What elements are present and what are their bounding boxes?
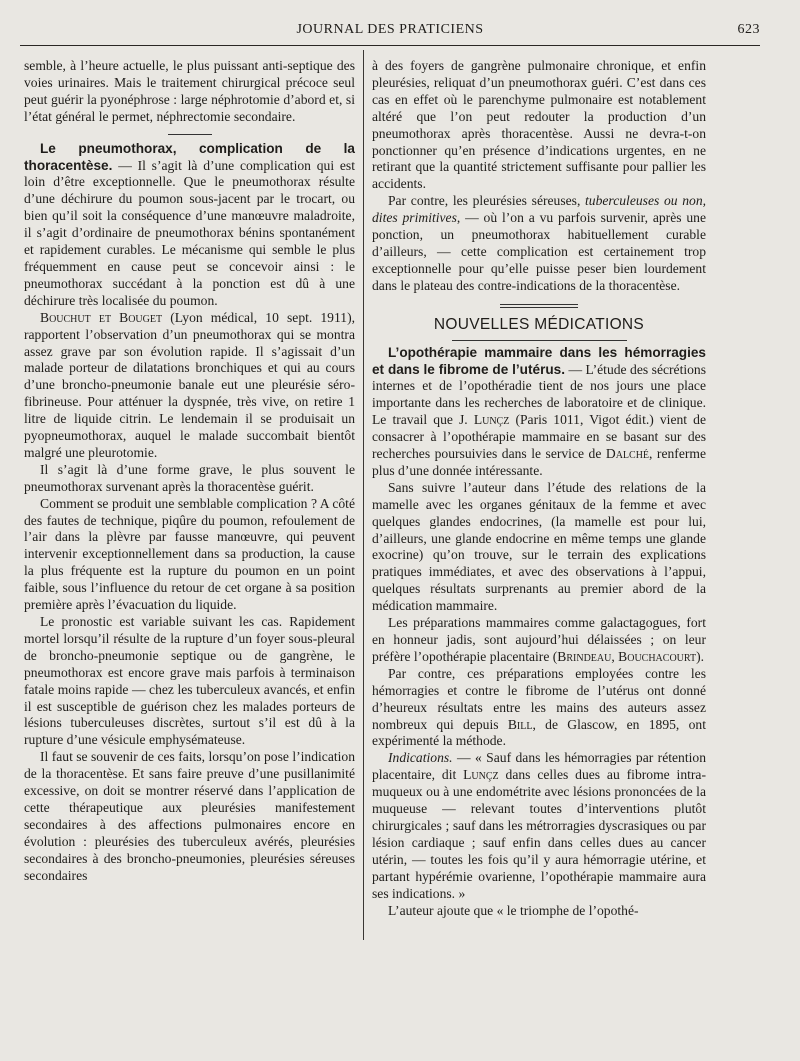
section-title-rule: [452, 340, 627, 341]
paragraph-pneumothorax-intro: [24, 141, 355, 310]
author-name: Bill: [507, 716, 533, 732]
paragraph-text: (Paris 1011, Vigot édit.) vient de consacrer à l’opothérapie mammaire en se basant sur des recherches poursuivies dans le service de: [372, 412, 706, 462]
author-name: Dalché: [605, 446, 650, 462]
right-column: [372, 58, 706, 919]
journal-title: JOURNAL DES PRATICIENS: [296, 22, 484, 37]
paragraph-mechanism: Comment se produit une semblable complication ? A côté des fautes de technique, piqûre du poumon, refoulement de l’air dans la plèvre par fausse manœuvre, qui peuvent intervenir exceptionnellement dans sa production, la cause la plus fréquente est la rupture du poumon en un point faible, sous l’influence du retour de cet organe à sa position première après l’évacuation du liquide.: [24, 495, 355, 613]
paragraph-text: rapportent l’observation d’un pneumothorax qui se montra assez grave par son évolution rapide. Il s’agissait d’un malade porteur de dilatations bronchiques et qui au cours d’une broncho-pneumonie banale eut une pleurésie séro-fibrineuse. Pour atténuer la dyspnée, très vive, on retire 1 litre de liquide citrin. Le lendemain il se produisait un pyopneumothorax, auquel le malade succombait bientôt malgré une pleurotomie.: [24, 326, 355, 460]
page-number: 623: [737, 22, 760, 37]
paragraph-mamelle-relations: Sans suivre l’auteur dans l’étude des relations de la mamelle avec les organes génitaux de la femme et avec quelques glandes endocrines, (la mamelle est pour lui, d’ailleurs, une glande endocrine en même temps une glande exocrine) qu’on trouve, sur le terrain des explications pratiques immédiates, et avec des observations à l’appui, quelques résultats surprenants au premier abord de la médication mammaire.: [372, 479, 706, 614]
paragraph-prognosis: Le pronostic est variable suivant les cas. Rapidement mortel lorsqu’il résulte de la rupture d’un foyer sous-pleural de broncho-pneumonie septique ou de gangrène, le pneumothorax est encore grave mais parfois à terminaison fatale moins rapide — chez les tuberculeux avancés, et enfin il est susceptible de guérison chez les malades porteurs de lésions tuberculeuses discrètes, surtout s’il est dû à la rupture d’une vésicule emphysémateuse.: [24, 614, 355, 748]
italic-phrase: tuberculeuses ou non, dites primitives: [372, 193, 707, 226]
paragraph-grave-form: Il s’agit là d’une forme grave, le plus souvent le pneumothorax survenant après la thoracentèse guérit.: [24, 461, 355, 494]
paragraph-text: Par contre, ces préparations employées contre les hémorragies et contre le fibrome de l’utérus ont donné d’heureux résultats entre les mains des auteurs assez nombreux qui depuis: [372, 665, 706, 732]
header-rule: [20, 45, 760, 46]
reference-text: (Lyon médical, 10 sept. 1911),: [162, 309, 355, 325]
article-title-opotherapy: L’opothérapie mammaire dans les hémorragies et dans le fibrome de l’utérus.: [372, 344, 706, 377]
column-divider: [363, 50, 364, 940]
running-header: [20, 22, 760, 42]
paragraph-indications-quote: [372, 750, 706, 902]
author-name: Lunçz: [473, 412, 510, 428]
author-names: Brindeau, Bouchacourt: [557, 648, 697, 664]
article-title-pneumothorax: Le pneumothorax, complication de la thoracentèse.: [24, 140, 355, 173]
section-double-rule: [500, 304, 578, 308]
paragraph-text: — « Sauf dans les hémorragies par rétention placentaire, dit: [372, 750, 706, 783]
paragraph-indications: Il faut se souvenir de ces faits, lorsqu’on pose l’indication de la thoracentèse. Et sans faire preuve d’une pusillanimité excessive, on doit se montrer réservé dans l’application de cette thérapeutique aux pleurésies manifestement secondaires à des affections pulmonaires encore en évolution : pleurésies des tuberculeux avérés, pleurésies secondaires à des broncho-pneumonies, pleurésies séreuses secondaires: [24, 749, 355, 883]
paragraph-bouchut-observation: [24, 310, 355, 462]
paragraph-preparations: [372, 615, 706, 666]
author-name: Lunçz: [463, 767, 499, 783]
paragraph-urinary-treatment: semble, à l’heure actuelle, le plus puissant anti-septique des voies urinaires. Mais le traitement chirurgical précoce seul peut guérir la pyonéphrose : large néphrotomie d’abord et, si l’état général le permet, néphrectomie secondaire.: [24, 58, 355, 124]
paragraph-text: Les préparations mammaires comme galactagogues, fort en honneur jadis, sont aujourd’hui délaissées ; on leur préfère l’opothérapie placentaire (: [372, 615, 706, 664]
separator-rule: [168, 134, 212, 135]
paragraph-serous-pleurisies: [372, 193, 706, 294]
paragraph-text: , renferme plus d’une donnée intéressante.: [372, 446, 706, 478]
paragraph-gangrene-continuation: à des foyers de gangrène pulmonaire chronique, et enfin pleurésies, reliquat d’un pneumothorax guéri. C’est dans ces cas en effet où le parenchyme pulmonaire est notablement altéré que l’on peut redouter la production d’un pneumothorax après thoracentèse. Aussi ne devra-t-on ponctionner qu’en présence d’indications urgentes, en ne retirant que la quantité strictement suffisante pour pallier les accidents.: [372, 58, 706, 192]
left-column: [24, 58, 355, 885]
paragraph-text: — Il s’agit là d’une complication qui est loin d’être exceptionnelle. Que le pneumothorax résulte d’une déchirure du poumon sous-jacent par le trocart, ou bien qu’il soit la conséquence d’une manœuvre maladroite, il s’agit d’ordinaire de pneumothorax bénins spontanément et rapidement curables. Le mécanisme qui semble le plus fréquemment en cause peut se concevoir ainsi : le pneumothorax succédant à la ponction est dû à une déchirure très localisée du poumon.: [24, 157, 355, 308]
paragraph-hemorrhage-results: [372, 666, 706, 751]
section-title: NOUVELLES MÉDICATIONS: [433, 315, 645, 333]
paragraph-mammary-opotherapy: [372, 345, 706, 480]
paragraph-text: , — où l’on a vu parfois survenir, après une ponction, un pneumothorax habituellement curable d’ailleurs, — cette complication est certainement trop exceptionnelle pour qu’elle puisse peser bien lourdement dans le plateau des contre-indications de la thoracentèse.: [372, 210, 706, 293]
paragraph-author-adds: L’auteur ajoute que « le triomphe de l’opothé-: [388, 902, 639, 918]
italic-label: Indications.: [388, 750, 453, 766]
paragraph-text: ).: [696, 648, 705, 664]
paragraph-text: — L’étude des sécrétions internes et de l’opothéradie tient de nos jours une place importante dans les recherches de laboratoire et de clinique. Le travail que J.: [372, 361, 707, 428]
paragraph-text: , de Glascow, en 1895, ont expérimenté la méthode.: [372, 716, 706, 749]
paragraph-text: Par contre, les pleurésies séreuses,: [388, 193, 586, 209]
author-names: Bouchut et Bouget: [40, 309, 163, 325]
paragraph-text: dans celles dues au fibrome intra-muqueux ou à une endométrite avec lésions prononcées de la muqueuse — relevant toutes d’interventions plutôt chirurgicales ; sauf dans les métrorragies dyscrasiques ou par lésion cardiaque ; sauf enfin dans celles dues au cancer utérin, — toutes les fois qu’il y aura hémorragie utérine, et partant hypérémie ovarienne, l’opothérapie mammaire aura ses indications. »: [372, 767, 706, 901]
